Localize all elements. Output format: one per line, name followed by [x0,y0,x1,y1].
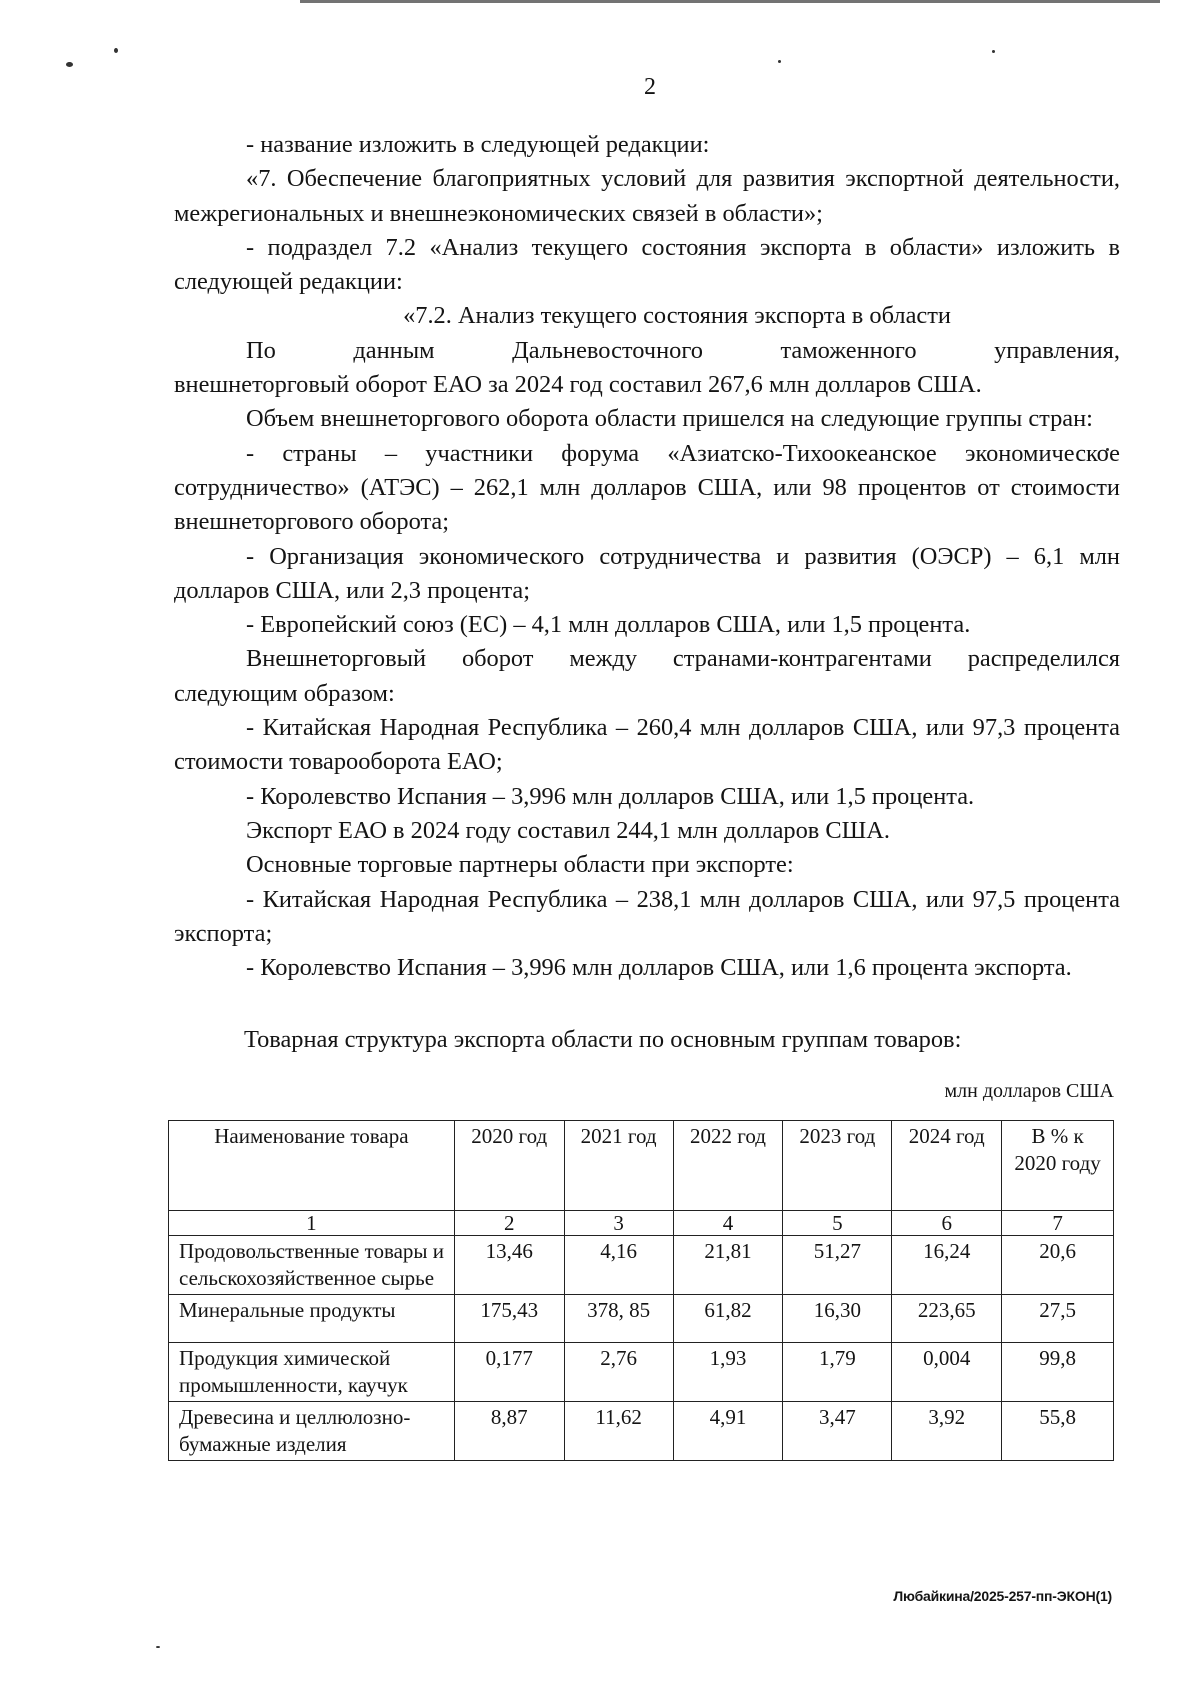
product-name-cell: Минеральные продукты [169,1295,455,1343]
table-row [169,1295,1114,1343]
value-cell: 13,46 [454,1236,564,1295]
paragraph: «7. Обеспечение благоприятных условий для развития экспортной деятельности, межрегиональных и внешнеэкономических связей в области»; [174,165,1120,227]
scan-speck [66,62,73,67]
value-cell: 8,87 [454,1402,564,1461]
value-cell: 51,27 [783,1236,892,1295]
table-units: млн долларов США [944,1080,1114,1102]
index-cell: 2 [454,1211,564,1236]
paragraph: - Европейский союз (ЕС) – 4,1 млн долларов США, или 1,5 процента. [246,611,971,639]
value-cell: 1,93 [673,1343,783,1402]
body-text [174,128,1120,985]
scan-speck [156,1646,160,1648]
paragraph: - Организация экономического сотрудничества и развития (ОЭСР) – 6,1 млн долларов США, или 2,3 процента; [174,542,1120,604]
header-cell: Наименование товара [169,1121,455,1211]
header-cell: 2022 год [673,1121,783,1211]
justified-line [174,334,1120,368]
index-cell: 6 [892,1211,1002,1236]
table-row [169,1236,1114,1295]
scan-edge-line [300,0,1160,3]
header-cell: В % к 2020 году [1002,1121,1114,1211]
table-row [169,1402,1114,1461]
index-cell: 3 [564,1211,673,1236]
percent-cell: 20,6 [1002,1236,1114,1295]
index-cell: 1 [169,1211,455,1236]
word: таможенного [780,336,917,364]
index-cell: 4 [673,1211,783,1236]
value-cell: 3,92 [892,1402,1002,1461]
percent-cell: 55,8 [1002,1402,1114,1461]
value-cell: 0,177 [454,1343,564,1402]
value-cell: 223,65 [892,1295,1002,1343]
header-cell: 2023 год [783,1121,892,1211]
value-cell: 3,47 [783,1402,892,1461]
value-cell: 0,004 [892,1343,1002,1402]
section-heading: «7.2. Анализ текущего состояния экспорта в области [403,302,951,330]
header-cell: 2020 год [454,1121,564,1211]
paragraph: - название изложить в следующей редакции: [246,131,710,158]
paragraph: - Королевство Испания – 3,996 млн долларов США, или 1,5 процента. [246,782,975,810]
product-name-cell: Древесина и целлюлозно-бумажные изделия [169,1402,455,1461]
paragraph: Объем внешнеторгового оборота области пришелся на следующие группы стран: [246,405,1093,433]
table-index-row [169,1211,1114,1236]
scan-speck [778,60,781,63]
value-cell: 4,16 [564,1236,673,1295]
value-cell: 61,82 [673,1295,783,1343]
word: данным [353,336,435,364]
scan-speck [992,50,995,53]
paragraph: внешнеторговый оборот ЕАО за 2024 год составил 267,6 млн долларов США. [174,371,982,399]
table-row [169,1343,1114,1402]
table-title: Товарная структура экспорта области по основным группам товаров: [244,1026,962,1053]
value-cell: 2,76 [564,1343,673,1402]
percent-cell: 27,5 [1002,1295,1114,1343]
paragraph: - Королевство Испания – 3,996 млн долларов США, или 1,6 процента экспорта. [246,954,1072,982]
paragraph: Основные торговые партнеры области при экспорте: [246,851,794,879]
value-cell: 378, 85 [564,1295,673,1343]
page-number: 2 [644,74,656,100]
value-cell: 16,24 [892,1236,1002,1295]
product-name-cell: Продовольственные товары и сельскохозяйственное сырье [169,1236,455,1295]
document-footer-code: Любайкина/2025-257-пп-ЭКОН(1) [893,1588,1112,1604]
product-name-cell: Продукция химической промышленности, каучук [169,1343,455,1402]
table-header-row [169,1121,1114,1211]
word: управления, [994,336,1120,364]
paragraph: - страны – участники форума «Азиатско-Тихоокеанское экономическое сотрудничество» (АТЭС) – 262,1 млн долларов США, или 98 процентов от стоимости внешнеторгового оборота; [174,439,1120,536]
index-cell: 5 [783,1211,892,1236]
word: Дальневосточного [512,336,703,364]
value-cell: 4,91 [673,1402,783,1461]
value-cell: 175,43 [454,1295,564,1343]
paragraph: Экспорт ЕАО в 2024 году составил 244,1 млн долларов США. [246,816,890,844]
value-cell: 11,62 [564,1402,673,1461]
value-cell: 1,79 [783,1343,892,1402]
export-structure-table [168,1120,1114,1461]
word: По [246,336,276,364]
paragraph: Внешнеторговый оборот между странами-контрагентами распределился следующим образом: [174,645,1120,707]
value-cell: 16,30 [783,1295,892,1343]
index-cell: 7 [1002,1211,1114,1236]
percent-cell: 99,8 [1002,1343,1114,1402]
value-cell: 21,81 [673,1236,783,1295]
scan-speck [114,48,118,53]
paragraph: - Китайская Народная Республика – 238,1 млн долларов США, или 97,5 процента экспорта; [174,885,1120,947]
header-cell: 2021 год [564,1121,673,1211]
paragraph: - Китайская Народная Республика – 260,4 млн долларов США, или 97,3 процента стоимости товарооборота ЕАО; [174,714,1120,776]
header-cell: 2024 год [892,1121,1002,1211]
paragraph: - подраздел 7.2 «Анализ текущего состояния экспорта в области» изложить в следующей редакции: [174,233,1120,296]
